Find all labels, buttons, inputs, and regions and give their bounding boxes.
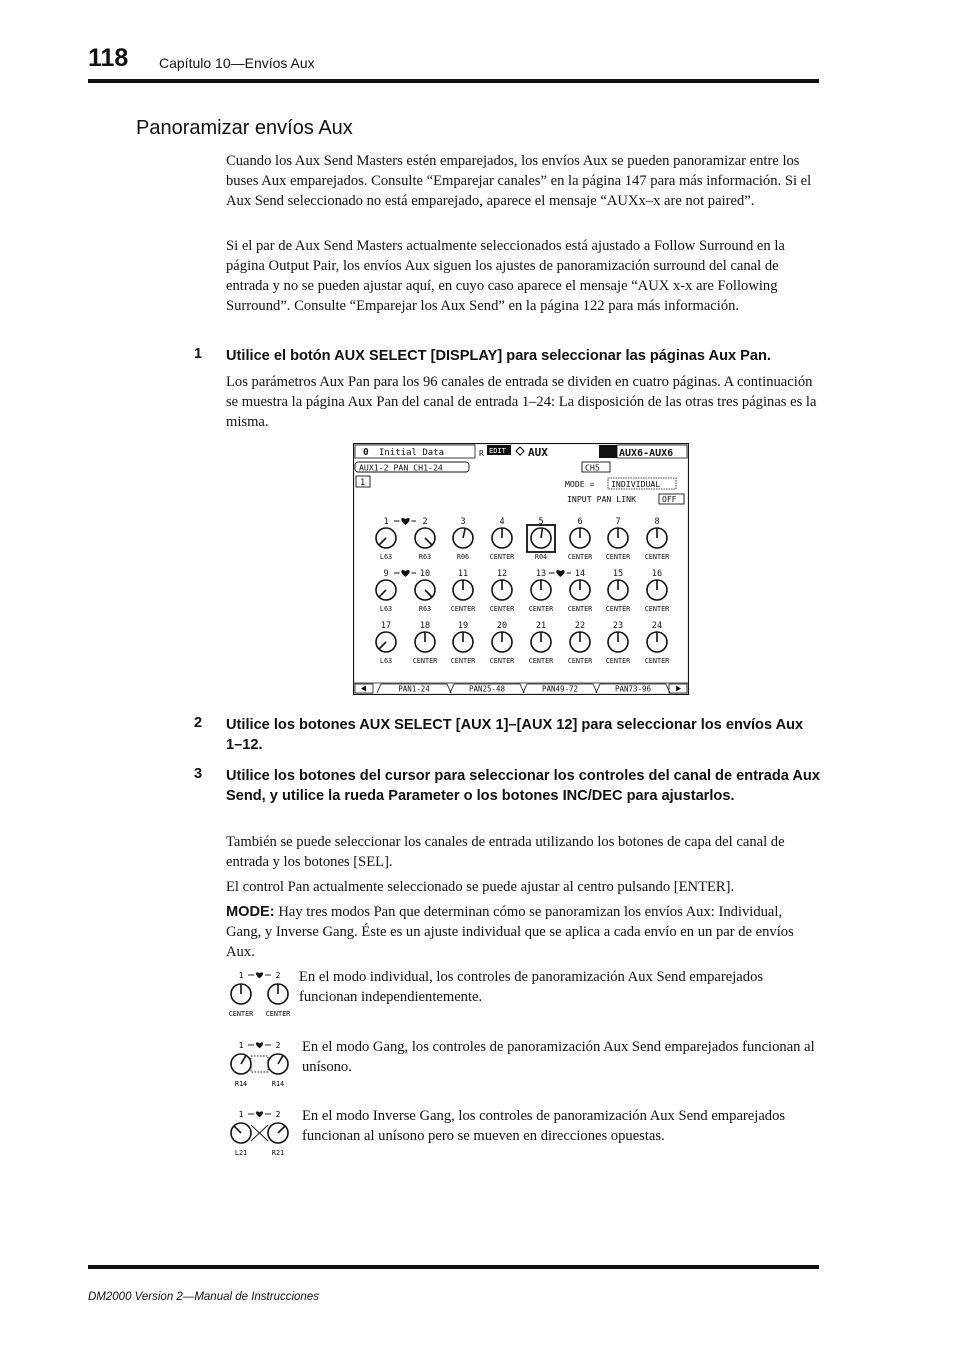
channel-number: 9: [383, 569, 389, 579]
pan-value: CENTER: [528, 605, 554, 613]
pan-pair-illustration: [226, 1107, 296, 1159]
page-tab-label: PAN73-96: [614, 684, 652, 694]
step-2-title: Utilice los botones AUX SELECT [AUX 1]–[AUX 12] para seleccionar los envíos Aux 1–12.: [226, 717, 804, 753]
pan-value: CENTER: [567, 657, 593, 665]
step-1-number: 1: [194, 346, 203, 362]
pan-value: CENTER: [567, 605, 593, 613]
pan-value: R14: [271, 1080, 285, 1088]
channel-number: 18: [419, 621, 431, 631]
inverse-gang-mode-text: En el modo Inverse Gang, los controles de panoramización Aux Send emparejados funcionan al unísono pero se mueven en direcciones opuestas.: [302, 1108, 786, 1144]
channel-number: 23: [612, 621, 624, 631]
lcd-page-index: 1: [360, 478, 366, 488]
step-3-number: 3: [194, 766, 203, 782]
channel-number: 15: [612, 569, 624, 579]
mode-label: MODE:: [226, 904, 275, 920]
channel-number: 13: [535, 569, 547, 579]
pan-value: CENTER: [644, 605, 670, 613]
channel-number: 19: [457, 621, 469, 631]
lcd-r-badge: R: [479, 449, 484, 458]
gang-mode-text: En el modo Gang, los controles de panoramización Aux Send emparejados funcionan al unísono.: [302, 1039, 815, 1075]
pan-value: CENTER: [489, 657, 515, 665]
pan-value: CENTER: [489, 605, 515, 613]
channel-number: 11: [457, 569, 469, 579]
section-title: Panoramizar envíos Aux: [136, 117, 353, 139]
pan-pair-illustration: [226, 1038, 296, 1090]
channel-number: 22: [574, 621, 586, 631]
page-number: 118: [88, 44, 129, 72]
individual-mode-illustration: [226, 968, 296, 1025]
channel-number: 12: [496, 569, 508, 579]
lcd-channel: CH5: [585, 462, 600, 473]
mode-description: [226, 902, 818, 962]
page-tab-label: PAN49-72: [541, 684, 579, 694]
channel-number: 7: [615, 517, 621, 527]
pan-value: CENTER: [605, 657, 631, 665]
channel-number: 3: [460, 517, 466, 527]
pan-value: R04: [534, 553, 548, 561]
channel-number: 17: [380, 621, 392, 631]
intro-paragraph-1: Cuando los Aux Send Masters estén emparejados, los envíos Aux se pueden panoramizar entre los buses Aux emparejados. Consulte “Emparejar canales” en la página 147 para más información. Si el Aux Send seleccionado no está emparejado, aparece el mensaje “AUXx–x are not paired”.: [226, 153, 812, 209]
pan-value: L63: [379, 605, 393, 613]
lcd-input-pan-link-value[interactable]: OFF: [662, 495, 677, 504]
header-rule: [88, 79, 819, 83]
pan-value: R63: [418, 605, 432, 613]
pair-link-heart-icon: [256, 1042, 263, 1048]
pan-value: CENTER: [528, 657, 554, 665]
pan-value: R63: [418, 553, 432, 561]
lcd-aux-pair: AUX6-AUX6: [619, 448, 674, 459]
pan-value: L63: [379, 553, 393, 561]
pan-value: R06: [456, 553, 470, 561]
pan-value: CENTER: [567, 553, 593, 561]
lcd-scene-name: Initial Data: [379, 448, 445, 458]
step-3-body-2: El control Pan actualmente seleccionado se puede ajustar al centro pulsando [ENTER].: [226, 879, 735, 895]
pan-value: CENTER: [265, 1010, 291, 1018]
page-tab-label: PAN1-24: [398, 684, 430, 694]
intro-paragraph-2: Si el par de Aux Send Masters actualmente seleccionados está ajustado a Follow Surround en la página Output Pair, los envíos Aux siguen los ajustes de panoramización surround del canal de entrada y no se pueden ajustar aquí, en cuyo caso aparece el mensaje “AUX x-x are Following Surround”. Consulte “Emparejar los Aux Send” en la página 122 para más información.: [226, 238, 785, 314]
step-1-title: Utilice el botón AUX SELECT [DISPLAY] para seleccionar las páginas Aux Pan.: [226, 348, 771, 364]
page-tab-label: PAN25-48: [468, 684, 506, 694]
channel-number: 2: [275, 1110, 281, 1119]
individual-mode-text: En el modo individual, los controles de panoramización Aux Send emparejados funcionan independientemente.: [299, 969, 764, 1005]
lcd-page-tab: AUX1-2 PAN CH1-24: [359, 462, 443, 473]
channel-number: 20: [496, 621, 508, 631]
channel-number: 1: [238, 971, 244, 980]
gang-mode-illustration: [226, 1038, 296, 1095]
channel-number: 16: [651, 569, 663, 579]
channel-number: 24: [651, 621, 663, 631]
channel-number: 5: [538, 517, 544, 527]
channel-number: 1: [383, 517, 389, 527]
step-3-title: Utilice los botones del cursor para seleccionar los controles del canal de entrada Aux Send, y utilice la rueda Parameter o los botones INC/DEC para ajustarlos.: [226, 768, 820, 804]
lcd-mode-value[interactable]: INDIVIDUAL: [611, 479, 661, 489]
pan-value: L63: [379, 657, 393, 665]
pan-value: CENTER: [450, 657, 476, 665]
inverse-gang-mode-illustration: [226, 1107, 296, 1164]
channel-number: 6: [577, 517, 583, 527]
channel-number: 10: [419, 569, 431, 579]
pair-link-heart-icon: [256, 1111, 263, 1117]
lcd-edit-badge: EDIT: [489, 447, 506, 455]
pan-value: L21: [234, 1149, 248, 1157]
aux-pan-lcd-screen: [353, 443, 689, 695]
lcd-aux-label: AUX: [528, 446, 548, 459]
pan-value: CENTER: [489, 553, 515, 561]
lcd-mode-label: MODE =: [565, 479, 595, 489]
lcd-scene-number: 0: [363, 447, 369, 458]
lcd-input-pan-link-label: INPUT PAN LINK: [567, 494, 637, 504]
pan-value: CENTER: [605, 553, 631, 561]
channel-number: 1: [238, 1041, 244, 1050]
pan-value: CENTER: [605, 605, 631, 613]
pan-value: CENTER: [450, 605, 476, 613]
step-2-number: 2: [194, 715, 203, 731]
channel-number: 2: [275, 1041, 281, 1050]
gang-link: [251, 1056, 268, 1072]
channel-number: 8: [654, 517, 660, 527]
step-1-body: Los parámetros Aux Pan para los 96 canales de entrada se dividen en cuatro páginas. A continuación se muestra la página Aux Pan del canal de entrada 1–24: La disposición de las otras tres páginas es la misma.: [226, 374, 817, 430]
pan-value: CENTER: [228, 1010, 254, 1018]
pan-value: CENTER: [644, 553, 670, 561]
channel-number: 21: [535, 621, 547, 631]
pair-link-heart-icon: [256, 972, 263, 978]
sel-icon: [599, 445, 617, 458]
pan-value: CENTER: [644, 657, 670, 665]
step-3-body-1: También se puede seleccionar los canales de entrada utilizando los botones de capa del canal de entrada y los botones [SEL].: [226, 834, 785, 870]
pan-value: CENTER: [412, 657, 438, 665]
channel-number: 2: [275, 971, 281, 980]
channel-number: 1: [238, 1110, 244, 1119]
pan-value: R21: [271, 1149, 285, 1157]
pan-pair-illustration: [226, 968, 296, 1020]
channel-number: 2: [422, 517, 428, 527]
mode-text: Hay tres modos Pan que determinan cómo se panoramizan los envíos Aux: Individual, Gang, y Inverse Gang. Éste es un ajuste individual que se aplica a cada envío en un par de envíos Aux.: [226, 904, 794, 960]
footer-text: DM2000 Version 2—Manual de Instrucciones: [88, 1291, 319, 1303]
channel-number: 14: [574, 569, 586, 579]
channel-number: 4: [499, 517, 505, 527]
footer-rule: [88, 1265, 819, 1269]
chapter-title: Capítulo 10—Envíos Aux: [159, 55, 315, 71]
pan-value: R14: [234, 1080, 248, 1088]
